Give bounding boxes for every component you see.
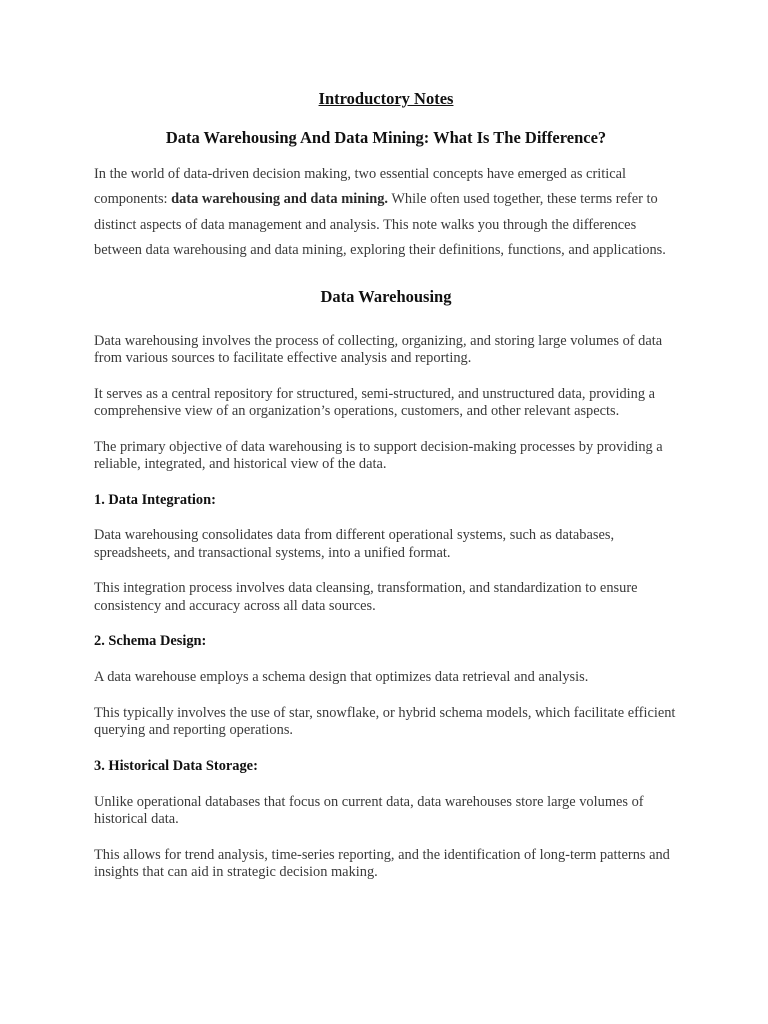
paragraph: Data warehousing consolidates data from different operational systems, such as databases, spreadsheets, and transactional systems, into a unified format. [94,527,615,561]
document-title: Introductory Notes [318,89,454,108]
section-heading: Data Warehousing [320,286,452,306]
paragraph: This typically involves the use of star, snowflake, or hybrid schema models, which facilitate efficient querying and reporting operations. [94,705,676,739]
intro-paragraph [94,162,678,264]
subsection-heading: 1. Data Integration: [94,491,216,508]
paragraph: This integration process involves data cleansing, transformation, and standardization to ensure consistency and accuracy across all data sources. [94,580,638,614]
paragraph: The primary objective of data warehousing is to support decision-making processes by providing a reliable, integrated, and historical view of the data. [94,438,663,472]
intro-text-start: In the world of data-driven decision making, two essential concepts have emerged as critical components: [94,166,627,208]
intro-text-end: While often used together, these terms refer to distinct aspects of data management and analysis. This note walks you through the differences between data warehousing and data mining, exploring their definitions, functions, and applications. [94,191,666,259]
paragraph: Unlike operational databases that focus on current data, data warehouses store large volumes of historical data. [94,793,644,828]
paragraph: A data warehouse employs a schema design that optimizes data retrieval and analysis. [94,669,589,686]
paragraph: It serves as a central repository for structured, semi-structured, and unstructured data, providing a comprehensive view of an organization’s operations, customers, and other relevant aspects. [94,385,656,419]
paragraph: Data warehousing involves the process of collecting, organizing, and storing large volumes of data from various sources to facilitate effective analysis and reporting. [94,332,663,366]
intro-bold-text: data warehousing and data mining. [171,191,388,208]
paragraph: This allows for trend analysis, time-series reporting, and the identification of long-term patterns and insights that can aid in strategic decision making. [94,846,670,881]
document-subtitle: Data Warehousing And Data Mining: What Is The Difference? [165,128,607,147]
document-page [94,88,678,881]
subsection-heading: 3. Historical Data Storage: [94,758,258,775]
subsection-heading: 2. Schema Design: [94,633,207,650]
